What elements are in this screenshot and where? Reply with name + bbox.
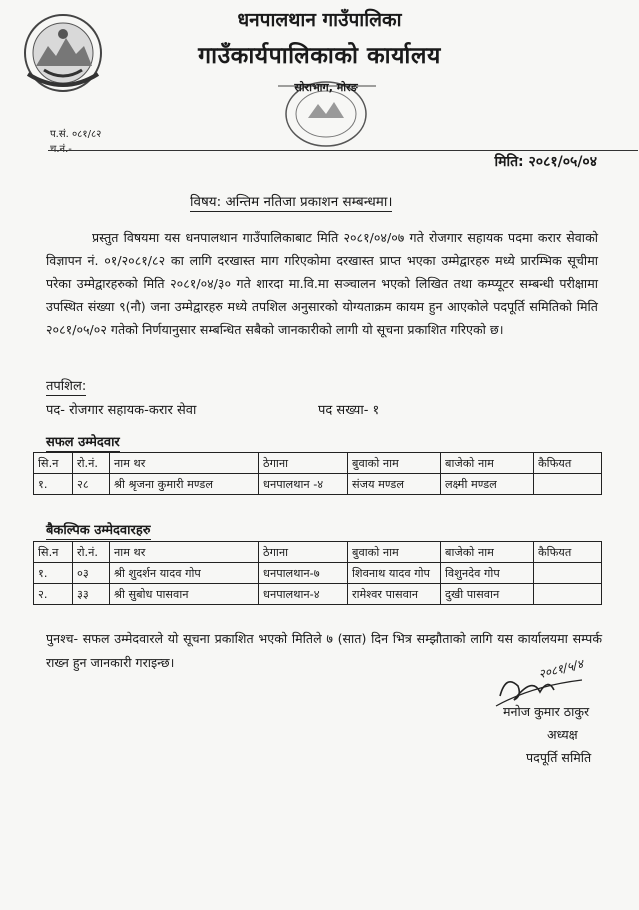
cell-roll: ०३ — [73, 563, 110, 584]
successful-title-text: सफल उम्मेदवार — [46, 435, 120, 450]
subject-text: विषय: अन्तिम नतिजा प्रकाशन सम्बन्धमा। — [190, 194, 393, 210]
cell-grandfather: लक्ष्मी मण्डल — [441, 474, 534, 495]
col-name: नाम थर — [110, 542, 259, 563]
postscript-note: पुनश्च- सफल उम्मेदवारले यो सूचना प्रकाशित भएको मितिले ७ (सात) दिन भित्र सम्झौताको लागि यस कार्यालयमा सम्पर्क राख्न हुन जानकारी गराइन्छ। — [46, 631, 602, 670]
details-heading — [46, 376, 86, 394]
alternate-title-text: बैकल्पिक उम्मेदवारहरु — [46, 523, 151, 538]
signature-date: २०८१/५/४ — [537, 656, 585, 682]
signer-committee: पदपूर्ति समिति — [526, 750, 592, 765]
cell-name: श्री श्रृजना कुमारी मण्डल — [110, 474, 259, 495]
table-row — [34, 563, 602, 584]
col-roll: रो.नं. — [73, 542, 110, 563]
table-header-row — [34, 453, 602, 474]
document-date: मिति: २०८१/०५/०४ — [494, 154, 597, 170]
cell-father: शिवनाथ यादव गोप — [348, 563, 441, 584]
cell-grandfather: दुखी पासवान — [441, 584, 534, 605]
office-title: गाउँकार्यपालिकाको कार्यालय — [198, 43, 441, 69]
cell-remarks — [534, 584, 602, 605]
signer-role: अध्यक्ष — [547, 727, 578, 742]
col-sn: सि.न — [34, 542, 73, 563]
cell-roll: २८ — [73, 474, 110, 495]
office-name: धनपालथान गाउँपालिका — [237, 9, 402, 31]
col-address: ठेगाना — [259, 542, 348, 563]
post-count: पद सख्या- १ — [318, 403, 380, 418]
cell-address: धनपालथान-७ — [259, 563, 348, 584]
cell-remarks — [534, 563, 602, 584]
seal-text: सोराभाग, मोरङ — [294, 81, 358, 94]
successful-title — [46, 432, 120, 450]
cell-sn: १. — [34, 563, 73, 584]
header-divider — [48, 150, 638, 151]
reference-number: प.सं. ०८१/८२ — [50, 129, 102, 140]
cell-roll: ३३ — [73, 584, 110, 605]
cell-grandfather: विशुनदेव गोप — [441, 563, 534, 584]
dispatch-number — [50, 141, 72, 155]
signer-name: मनोज कुमार ठाकुर — [503, 704, 590, 719]
col-father: बुवाको नाम — [348, 453, 441, 474]
cell-sn: २. — [34, 584, 73, 605]
alternate-title — [46, 520, 151, 538]
cell-name: श्री सुबोध पासवान — [110, 584, 259, 605]
col-remarks: कैफियत — [534, 542, 602, 563]
col-grandfather: बाजेको नाम — [441, 453, 534, 474]
cell-address: धनपालथान-४ — [259, 584, 348, 605]
cell-father: रामेश्वर पासवान — [348, 584, 441, 605]
cell-sn: १. — [34, 474, 73, 495]
body-paragraph: प्रस्तुत विषयमा यस धनपालथान गाउँपालिकाबाट मिति २०८१/०४/०७ गते रोजगार सहायक पदमा करार सेवाको विज्ञापन नं. ०१/२०८१/८२ का लागि दरखास्त माग गरिएकोमा दरखास्त प्राप्त भएका उम्मेद्वारहरु मध्ये प्रारम्भिक सूचीमा परेका उम्मेद्वारहरुको मिति २०८१/०४/३० गते शारदा मा.वि.मा सञ्चालन भएको लिखित तथा कम्प्यूटर सम्बन्धी परीक्षामा उपस्थित संख्या ९(नौ) जना उम्मेद्वारहरु मध्ये तपशिल अनुसारको योग्यताक्रम कायम हुन आएकोले पदपूर्ति समितिको मिति २०८१/०५/०२ गतेको निर्णयानुसार सम्बन्धित सबैको जानकारीको लागी यो सूचना प्रकाशित गरिएको छ। — [46, 230, 598, 337]
cell-father: संजय मण्डल — [348, 474, 441, 495]
table-row — [34, 584, 602, 605]
table-row — [34, 474, 602, 495]
col-name: नाम थर — [110, 453, 259, 474]
col-address: ठेगाना — [259, 453, 348, 474]
cell-name: श्री शुदर्शन यादव गोप — [110, 563, 259, 584]
post-name: पद- रोजगार सहायक-करार सेवा — [46, 403, 197, 418]
details-heading-text: तपशिल: — [46, 379, 87, 394]
successful-table — [33, 452, 602, 495]
col-roll: रो.नं. — [73, 453, 110, 474]
subject-line — [190, 192, 392, 210]
cell-address: धनपालथान -४ — [259, 474, 348, 495]
cell-remarks — [534, 474, 602, 495]
col-sn: सि.न — [34, 453, 73, 474]
table-header-row — [34, 542, 602, 563]
col-father: बुवाको नाम — [348, 542, 441, 563]
col-grandfather: बाजेको नाम — [441, 542, 534, 563]
alternate-table — [33, 541, 602, 605]
col-remarks: कैफियत — [534, 453, 602, 474]
